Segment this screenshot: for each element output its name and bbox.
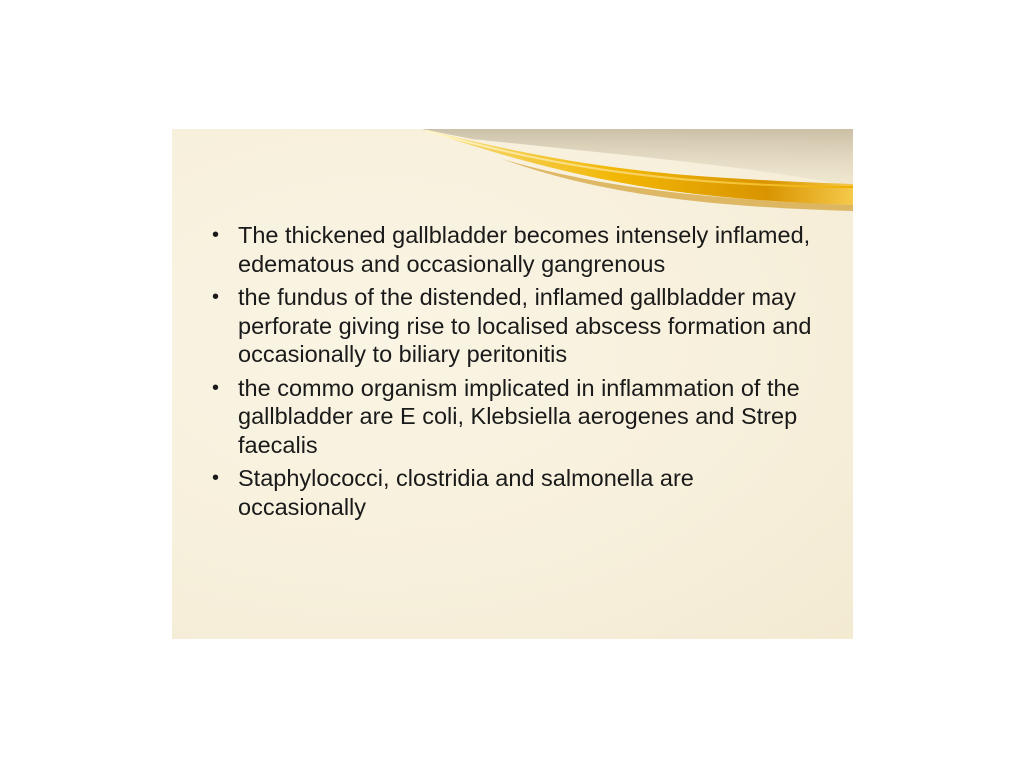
bullet-icon: •	[212, 224, 220, 246]
bullet-text: the fundus of the distended, inflamed gallbladder may perforate giving rise to localised abscess formation and occasionally to biliary peritonitis	[238, 284, 812, 367]
bullet-text: the commo organism implicated in inflammation of the gallbladder are E coli, Klebsiella aerogenes and Strep faecalis	[238, 374, 800, 458]
list-item	[212, 464, 822, 521]
list-item	[212, 374, 822, 460]
bullet-icon: •	[212, 286, 220, 308]
bullet-icon: •	[212, 467, 220, 489]
list-item	[212, 221, 822, 278]
bullet-text: Staphylococci, clostridia and salmonella are occasionally	[238, 465, 694, 520]
bullet-icon: •	[212, 376, 220, 399]
bullet-text: The thickened gallbladder becomes intensely inflamed, edematous and occasionally gangrenous	[238, 222, 811, 277]
slide	[172, 129, 853, 639]
list-item	[212, 283, 822, 369]
bullet-list	[212, 221, 822, 526]
